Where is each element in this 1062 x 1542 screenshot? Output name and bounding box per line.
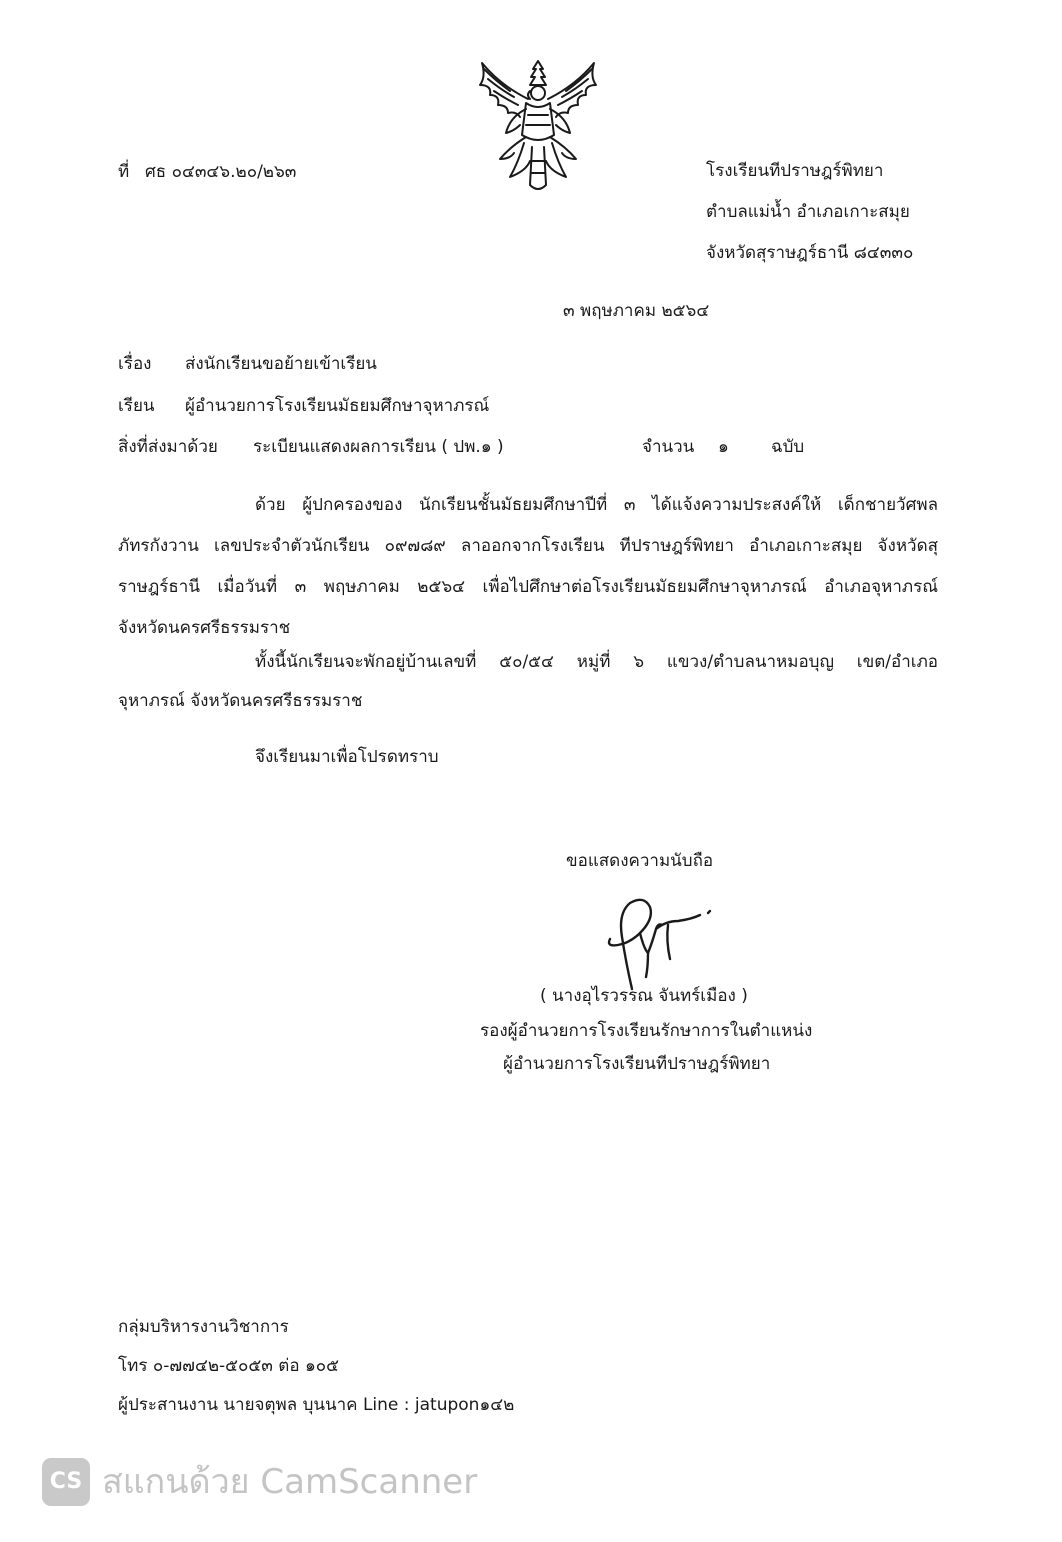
body-para2-line1: ทั้งนี้นักเรียนจะพักอยู่บ้านเลขที่ ๕๐/๕๔ หมู่ที่ ๖ แขวง/ตำบลนาหมอบุญ เขต/อำเภอ bbox=[255, 652, 938, 672]
subject-text: ส่งนักเรียนขอย้ายเข้าเรียน bbox=[185, 354, 377, 374]
enclosure-qty-value: ๑ bbox=[718, 437, 729, 457]
footer-coordinator: ผู้ประสานงาน นายจตุพล บุนนาค Line : jatupon๑๔๒ bbox=[118, 1395, 515, 1415]
body-para1-line3: ราษฎร์ธานี เมื่อวันที่ ๓ พฤษภาคม ๒๕๖๔ เพื่อไปศึกษาต่อโรงเรียนมัธยมศึกษาจุหาภรณ์ อำเภอจุหาภรณ์ bbox=[118, 577, 938, 597]
letter-date: ๓ พฤษภาคม ๒๕๖๔ bbox=[563, 301, 710, 321]
camscanner-logo-icon: CS bbox=[42, 1458, 90, 1506]
garuda-emblem-icon bbox=[470, 55, 606, 197]
school-name: โรงเรียนทีปราษฎร์พิทยา bbox=[706, 161, 884, 181]
body-para2-line2: จุหาภรณ์ จังหวัดนครศรีธรรมราช bbox=[118, 691, 363, 711]
enclosure-qty-unit: ฉบับ bbox=[771, 437, 805, 457]
enclosure-qty-label: จำนวน bbox=[642, 437, 695, 457]
ref-prefix: ที่ bbox=[118, 162, 130, 182]
ref-number: ศธ ๐๔๓๔๖.๒๐/๒๖๓ bbox=[145, 162, 297, 182]
body-para1-line2: ภัทรกังวาน เลขประจำตัวนักเรียน ๐๙๗๘๙ ลาออกจากโรงเรียน ทีปราษฎร์พิทยา อำเภอเกาะสมุย จังหวัดสุ bbox=[118, 536, 938, 556]
signatory-name: ( นางอุไรวรรณ จันทร์เมือง ) bbox=[540, 986, 748, 1006]
camscanner-watermark-text: สแกนด้วย CamScanner bbox=[102, 1462, 478, 1502]
signatory-position-line2: ผู้อำนวยการโรงเรียนทีปราษฎร์พิทยา bbox=[503, 1054, 771, 1074]
closing-line: จึงเรียนมาเพื่อโปรดทราบ bbox=[255, 747, 439, 767]
recipient-label: เรียน bbox=[118, 396, 155, 416]
regards-line: ขอแสดงความนับถือ bbox=[566, 851, 714, 871]
body-para1-line4: จังหวัดนครศรีธรรมราช bbox=[118, 618, 291, 638]
recipient-text: ผู้อำนวยการโรงเรียนมัธยมศึกษาจุหาภรณ์ bbox=[185, 396, 490, 416]
footer-department: กลุ่มบริหารงานวิชาการ bbox=[118, 1317, 289, 1337]
school-address-line2: จังหวัดสุราษฎร์ธานี ๘๔๓๓๐ bbox=[706, 243, 914, 263]
school-address-line1: ตำบลแม่น้ำ อำเภอเกาะสมุย bbox=[706, 202, 910, 222]
footer-phone: โทร ๐-๗๗๔๒-๕๐๕๓ ต่อ ๑๐๕ bbox=[118, 1356, 339, 1376]
subject-label: เรื่อง bbox=[118, 354, 152, 374]
signatory-position-line1: รองผู้อำนวยการโรงเรียนรักษาการในตำแหน่ง bbox=[480, 1021, 813, 1041]
body-para1-line1: ด้วย ผู้ปกครองของ นักเรียนชั้นมัธยมศึกษาปีที่ ๓ ได้แจ้งความประสงค์ให้ เด็กชายวัศพล bbox=[255, 495, 938, 515]
handwritten-signature bbox=[596, 893, 724, 995]
enclosure-label: สิ่งที่ส่งมาด้วย bbox=[118, 437, 218, 457]
enclosure-text: ระเบียนแสดงผลการเรียน ( ปพ.๑ ) bbox=[253, 437, 504, 457]
